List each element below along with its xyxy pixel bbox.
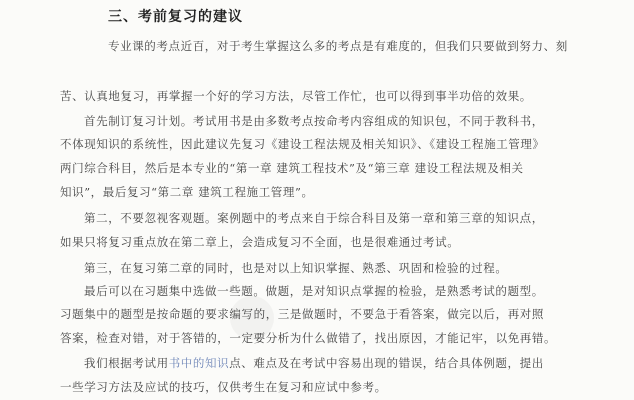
- paragraph-line: 答案，检查对错，对于答错的，一定要分析为什么做错了，找出原因，才能记牢，以免再错。: [60, 331, 557, 345]
- paragraph-line: 首先制订复习计划。考试用书是由多数考点按命考内容组成的知识包，不同于教科书，: [84, 114, 544, 128]
- paragraph-line: 如果只将复习重点放在第二章上，会造成复习不全面，也是很难通过考试。: [60, 235, 460, 249]
- paragraph-line: 专业课的考点近百，对于考生掌握这么多的考点是有难度的，但我们只要做到努力、刻: [108, 39, 568, 53]
- text-segment: 我们根据考试用: [84, 356, 169, 370]
- paragraph-line: 不体现知识的系统性，因此建议先复习《建设工程法规及相关知识》、《建设工程施工管理》: [60, 137, 545, 151]
- highlighted-text: 书中的知识: [168, 356, 230, 370]
- paragraph-line: 一些学习方法及应试的技巧，仅供考生在复习和应试中参考。: [60, 380, 387, 394]
- paragraph-line: 第三，在复习第二章的同时，也是对以上知识掌握、熟悉、巩固和检验的过程。: [84, 261, 508, 275]
- paragraph-line: 两门综合科目，然后是本专业的“第一章 建筑工程技术”及“第三章 建设工程法规及相关: [60, 161, 524, 175]
- paragraph-line: 第二，不要忽视客观题。案例题中的考点来自于综合科目及第一章和第三章的知识点，: [84, 211, 544, 225]
- paragraph-line: 知识”，最后复习“第二章 建筑工程施工管理”。: [60, 185, 314, 199]
- paragraph-line: 习题集中的题型是按命题的要求编写的，三是做题时，不要急于看答案，做完以后，再对照: [60, 307, 544, 321]
- paragraph-line: 苦、认真地复习，再掌握一个好的学习方法，尽管工作忙，也可以得到事半功倍的效果。: [60, 89, 532, 103]
- text-segment: 点、难点及在考试中容易出现的错误，结合具体例题，提出: [229, 356, 544, 370]
- section-heading: 三、考前复习的建议: [108, 9, 243, 25]
- paragraph-line: [84, 355, 544, 371]
- paragraph-line: 最后可以在习题集中选做一些题。做题，是对知识点掌握的检验，是熟悉考试的题型。: [84, 284, 544, 298]
